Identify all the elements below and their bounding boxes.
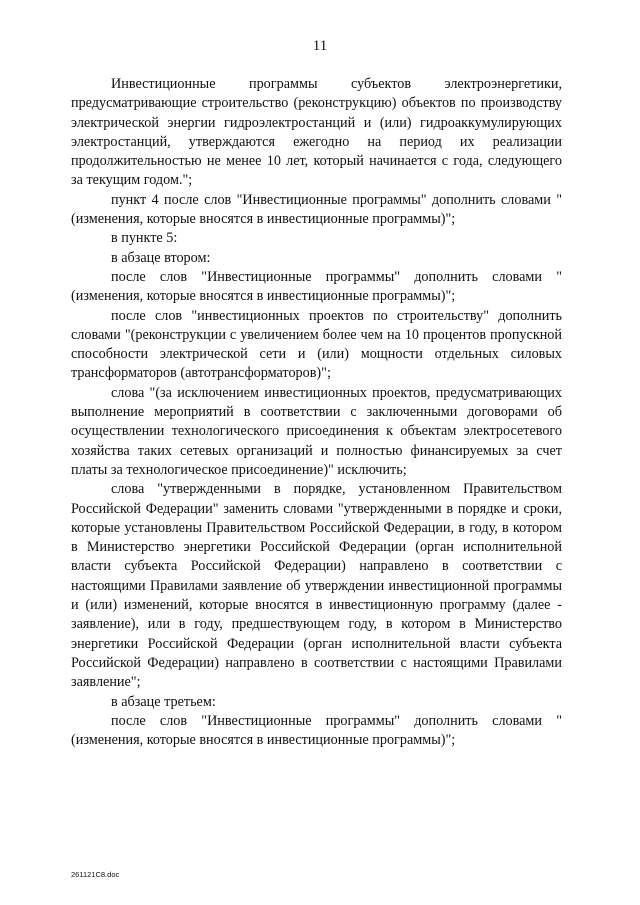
paragraph: после слов "инвестиционных проектов по строительству" дополнить словами "(реконструкции с увеличением более чем на 10 процентов пропускной способности электрической сети и (или) мощности отдельных силовых трансформаторов (автотрансформаторов)"; (71, 307, 562, 382)
paragraph: в абзаце втором: (111, 249, 211, 266)
page-number: 11 (312, 38, 328, 54)
paragraph: после слов "Инвестиционные программы" дополнить словами "(изменения, которые вносятся в инвестиционные программы)"; (71, 268, 562, 305)
paragraph: пункт 4 после слов "Инвестиционные программы" дополнить словами "(изменения, которые вносятся в инвестиционные программы)"; (71, 191, 562, 228)
document-body (71, 75, 562, 750)
paragraph: после слов "Инвестиционные программы" дополнить словами "(изменения, которые вносятся в инвестиционные программы)"; (71, 712, 562, 749)
paragraph: в пункте 5: (111, 230, 178, 247)
paragraph: слова "(за исключением инвестиционных проектов, предусматривающих выполнение мероприятий в соответствии с заключенными договорами об осуществлении технологического присоединения к объектам электросетевого хозяйства таких сетевых организаций и полностью финансируемых за счет платы за технологическое присоединение)" исключить; (71, 384, 562, 478)
footer-file-code: 261121C8.doc (71, 870, 120, 879)
paragraph: в абзаце третьем: (111, 693, 216, 710)
paragraph: слова "утвержденными в порядке, установленном Правительством Российской Федерации" заменить словами "утвержденными в порядке и сроки, которые установлены Правительством Российской Федерации, в году, в котором в Министерство энергетики Российской Федерации (орган исполнительной власти субъекта Российской Федерации) направлено в соответствии с настоящими Правилами заявление об утверждении инвестиционной программы и (или) изменений, которые вносятся в инвестиционную программу (далее - заявление), или в году, предшествующем году, в котором в Министерство энергетики Российской Федерации (орган исполнительной власти субъекта Российской Федерации) направлено в соответствии с настоящими Правилами заявление"; (71, 481, 562, 691)
paragraph: Инвестиционные программы субъектов электроэнергетики, предусматривающие строительство (реконструкцию) объектов по производству электрической энергии гидроэлектростанций и (или) гидроаккумулирующих электростанций, утверждаются ежегодно на период их реализации продолжительностью не менее 10 лет, который начинается с года, следующего за текущим годом."; (71, 76, 562, 189)
